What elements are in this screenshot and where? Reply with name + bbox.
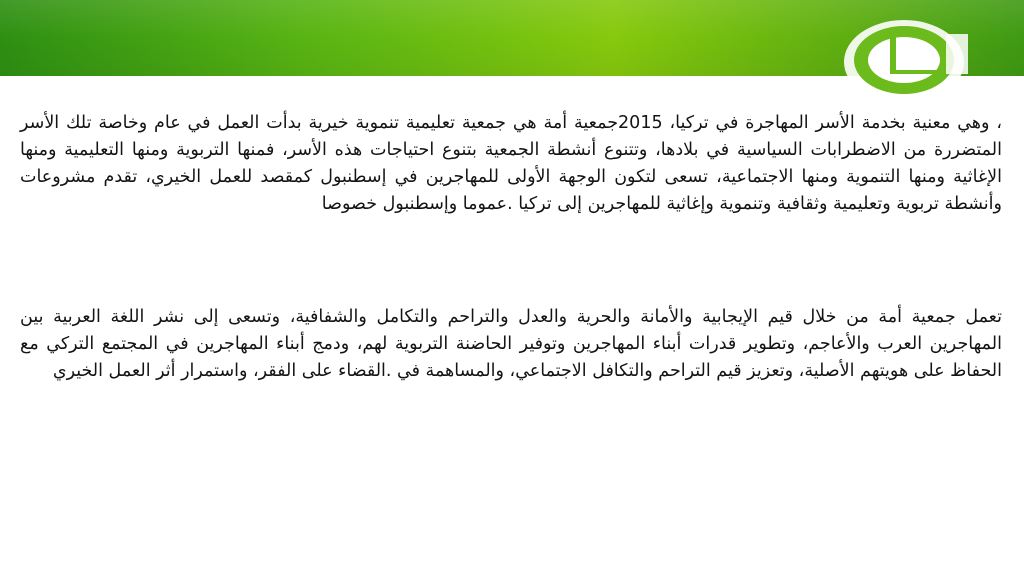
paragraph-2: تعمل جمعية أمة من خلال قيم الإيجابية والأمانة والحرية والعدل والتراحم والتكامل والشفافية، وتسعى إلى نشر اللغة العربية بين المهاجرين العرب والأعاجم، وتطوير قدرات أبناء المهاجرين وتوفير الحاضنة التربوية لهم، ودمج أبناء المهاجرين في المجتمع التركي مع الحفاظ على هويتهم الأصلية، وتعزيز قيم التراحم والتكافل الاجتماعي، والمساهمة في .القضاء على الفقر، واستمرار أثر العمل الخيري	[20, 306, 1002, 381]
logo-icon	[838, 12, 978, 108]
paragraph-1: ، وهي معنية بخدمة الأسر المهاجرة في تركيا، 2015جمعية أمة هي جمعية تعليمية تنموية خيرية بدأت العمل في عام وخاصة تلك الأسر المتضررة من الاضطرابات السياسية في بلادها، وتتنوع أنشطة الجمعية بتنوع احتياجات هذه الأسر، فمنها التربوية ومنها التعليمية ومنها الإغاثية ومنها التنموية ومنها الاجتماعية، تسعى لتكون الوجهة الأولى للمهاجرين في إسطنبول كمقصد للعمل الخيري، تقدم مشروعات وأنشطة تربوية وتعليمية وثقافية وتنموية وإغاثية للمهاجرين إلى تركيا .عموما وإسطنبول خصوصا	[20, 112, 1002, 214]
